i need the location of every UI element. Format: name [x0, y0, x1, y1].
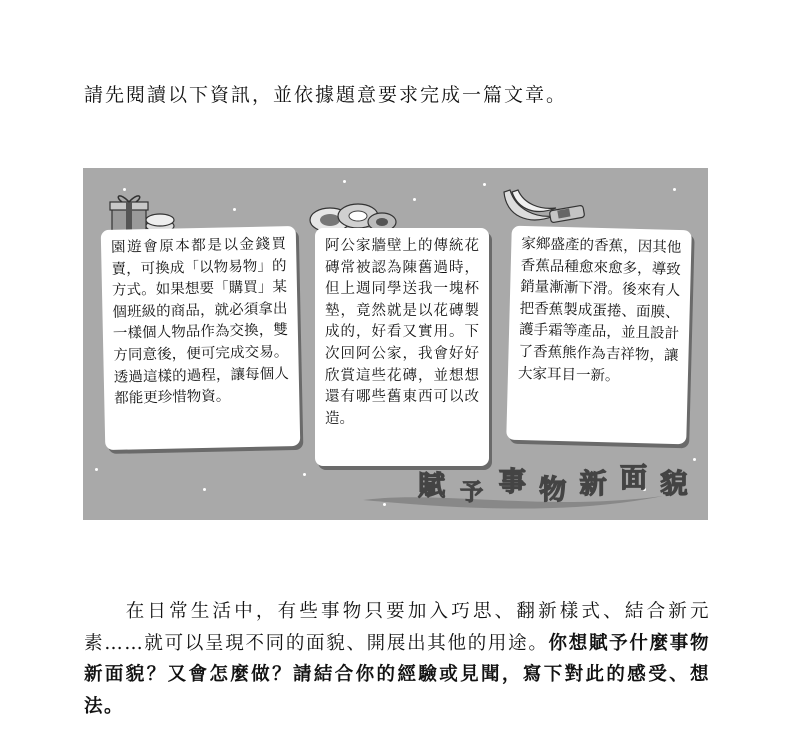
prompt-plain-text: 在日常生活中，有些事物只要加入巧思、翻新樣式、結合新元素……就可以呈現不同的面貌、開展出其他的用途。 [84, 601, 710, 654]
info-card-tiles [315, 228, 489, 466]
info-card-banana [506, 226, 692, 445]
info-card-fair [101, 226, 301, 450]
banner-char: 事 [498, 467, 528, 498]
banana-products-icon [498, 182, 588, 232]
prompt-bold-text: 你想賦予什麼事物新面貌？又會怎麼做？請結合你的經驗或見聞，寫下對此的感受、想法。 [84, 632, 710, 717]
banner-title [418, 463, 690, 506]
info-card-text: 家鄉盛產的香蕉，因其他香蕉品種愈來愈多，導致銷量漸漸下滑。後來有人把香蕉製成蛋捲、面膜、護手霜等產品，並且設計了香蕉熊作為吉祥物，讓大家耳目一新。 [517, 235, 682, 385]
banner-char: 物 [539, 475, 569, 506]
info-card-text: 阿公家牆壁上的傳統花磚常被認為陳舊過時，但上週同學送我一塊杯墊，竟然就是以花磚製成的，好看又實用。下次回阿公家，我會好好欣賞這些花磚，並想想還有哪些舊東西可以改造。 [325, 238, 479, 427]
banner-char: 賦 [418, 471, 447, 502]
banner-char: 貌 [660, 469, 690, 500]
prompt-paragraph [84, 596, 710, 722]
instruction-text: 請先閱讀以下資訊，並依據題意要求完成一篇文章。 [84, 84, 568, 106]
banner-char: 新 [579, 469, 609, 500]
banner-char: 面 [620, 463, 650, 494]
info-card-text: 園遊會原本都是以金錢買賣，可換成「以物易物」的方式。如果想要「購買」某個班級的商品，就必須拿出一樣個人物品作為交換，雙方同意後，便可完成交易。透過這樣的過程，讓每個人都能更珍惜物資。 [110, 236, 289, 407]
banner-char: 予 [460, 478, 486, 506]
info-panel [83, 168, 708, 520]
